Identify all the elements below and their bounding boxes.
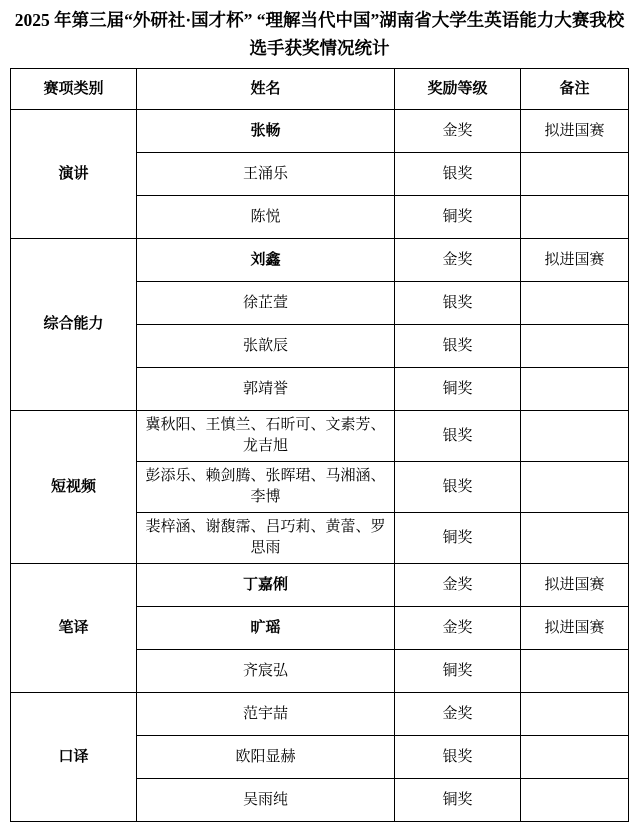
level-cell: 铜奖 (395, 368, 521, 411)
name-cell: 王涌乐 (137, 153, 395, 196)
category-cell-short-video: 短视频 (11, 411, 137, 564)
level-cell: 金奖 (395, 607, 521, 650)
level-cell: 铜奖 (395, 196, 521, 239)
name-cell: 欧阳显赫 (137, 736, 395, 779)
note-cell: 拟进国赛 (521, 239, 629, 282)
level-cell: 银奖 (395, 153, 521, 196)
category-cell-translation: 笔译 (11, 564, 137, 693)
level-cell: 铜奖 (395, 779, 521, 822)
category-cell-speech: 演讲 (11, 110, 137, 239)
column-header-name: 姓名 (137, 69, 395, 110)
page-title: 2025 年第三届“外研社·国才杯” “理解当代中国”湖南省大学生英语能力大赛我校选手获奖情况统计 (14, 10, 625, 58)
note-cell (521, 693, 629, 736)
column-header-note: 备注 (521, 69, 629, 110)
table-row (11, 239, 629, 282)
level-cell: 金奖 (395, 110, 521, 153)
table-body (11, 110, 629, 822)
level-cell: 金奖 (395, 693, 521, 736)
note-cell: 拟进国赛 (521, 110, 629, 153)
name-cell: 范宇喆 (137, 693, 395, 736)
note-cell (521, 411, 629, 462)
note-cell (521, 736, 629, 779)
name-cell: 吴雨纯 (137, 779, 395, 822)
category-cell-interpretation: 口译 (11, 693, 137, 822)
name-cell: 丁嘉俐 (137, 564, 395, 607)
note-cell (521, 196, 629, 239)
column-header-level: 奖励等级 (395, 69, 521, 110)
name-cell: 张畅 (137, 110, 395, 153)
note-cell: 拟进国赛 (521, 607, 629, 650)
note-cell (521, 282, 629, 325)
level-cell: 银奖 (395, 282, 521, 325)
name-cell: 彭添乐、赖剑腾、张晖珺、马湘涵、李博 (137, 462, 395, 513)
table-header (11, 69, 629, 110)
level-cell: 银奖 (395, 325, 521, 368)
table-header-row (11, 69, 629, 110)
level-cell: 金奖 (395, 564, 521, 607)
column-header-category: 赛项类别 (11, 69, 137, 110)
level-cell: 银奖 (395, 411, 521, 462)
table-row (11, 110, 629, 153)
level-cell: 银奖 (395, 462, 521, 513)
name-cell: 旷瑶 (137, 607, 395, 650)
name-cell: 刘鑫 (137, 239, 395, 282)
note-cell (521, 368, 629, 411)
name-cell: 裴梓涵、谢馥霈、吕巧莉、黄蕾、罗思雨 (137, 513, 395, 564)
note-cell: 拟进国赛 (521, 564, 629, 607)
name-cell: 郭靖誉 (137, 368, 395, 411)
category-cell-comprehensive: 综合能力 (11, 239, 137, 411)
note-cell (521, 650, 629, 693)
level-cell: 银奖 (395, 736, 521, 779)
name-cell: 陈悦 (137, 196, 395, 239)
note-cell (521, 779, 629, 822)
name-cell: 冀秋阳、王慎兰、石昕可、文素芳、龙吉旭 (137, 411, 395, 462)
note-cell (521, 325, 629, 368)
level-cell: 金奖 (395, 239, 521, 282)
level-cell: 铜奖 (395, 513, 521, 564)
table-row (11, 564, 629, 607)
award-statistics-table (10, 68, 629, 822)
name-cell: 徐芷萱 (137, 282, 395, 325)
name-cell: 齐宸弘 (137, 650, 395, 693)
table-row (11, 411, 629, 462)
note-cell (521, 462, 629, 513)
note-cell (521, 153, 629, 196)
name-cell: 张歆辰 (137, 325, 395, 368)
table-row (11, 693, 629, 736)
level-cell: 铜奖 (395, 650, 521, 693)
note-cell (521, 513, 629, 564)
